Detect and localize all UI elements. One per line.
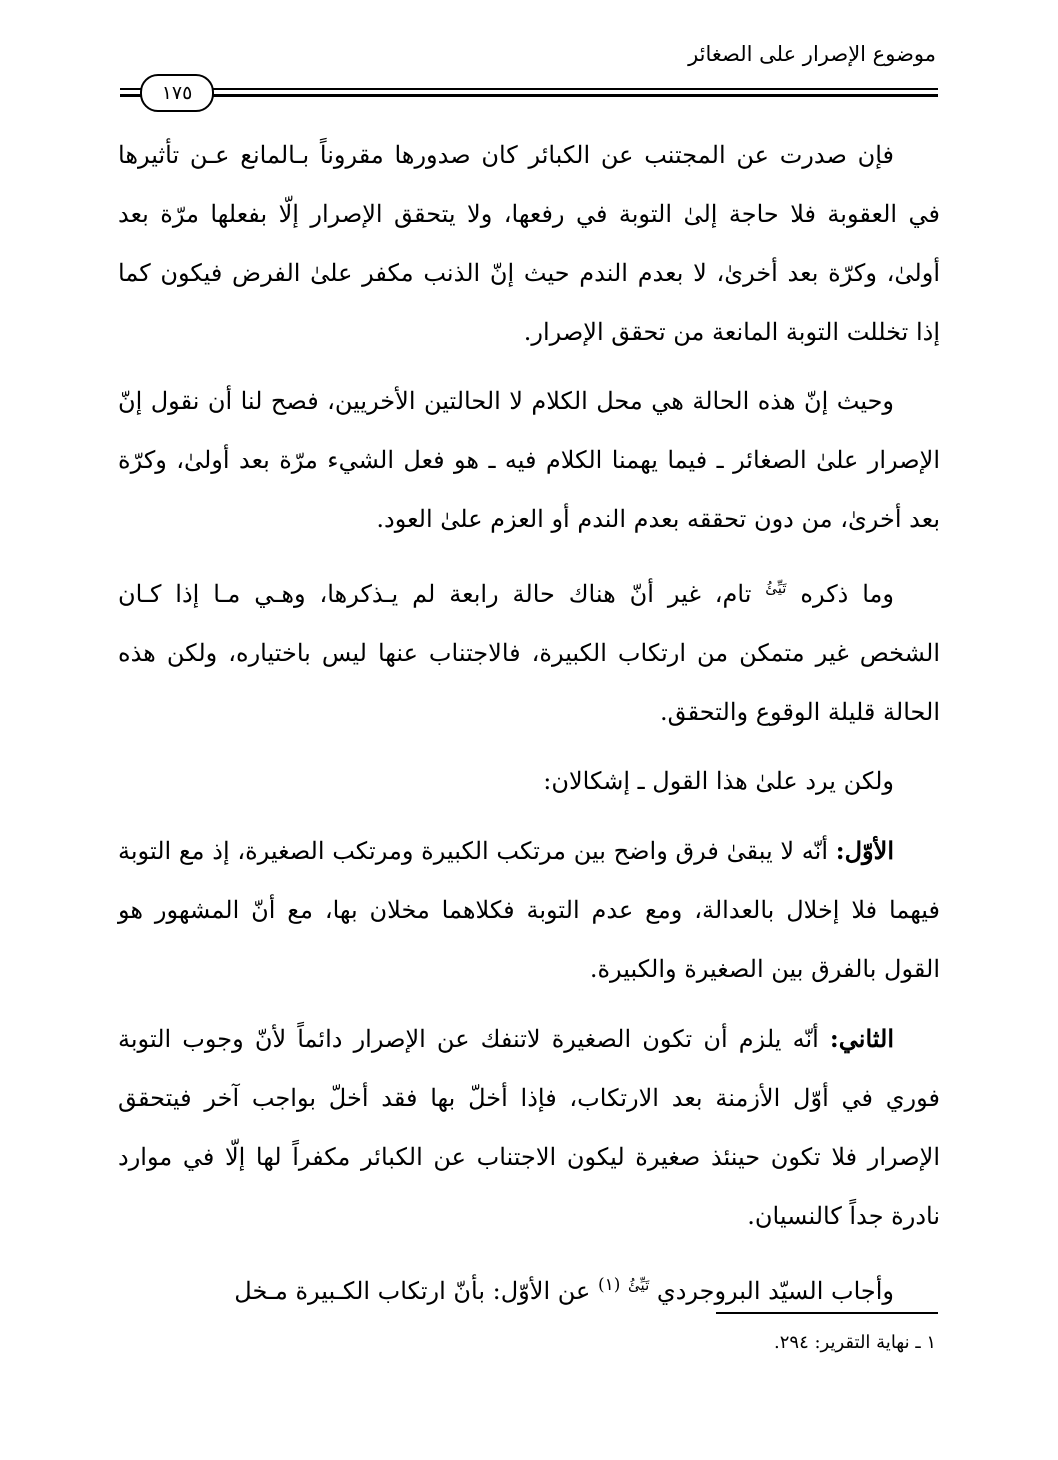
paragraph-text: تام، غير أنّ هناك حالة رابعة لم يـذكرها، وهـي مـا إذا كـان الشخص غير متمكن من ارتكاب الكبيرة، فالاجتناب عنها ليس باختياره، ولكن هذه الحالة قليلة الوقوع والتحقق. bbox=[118, 580, 940, 726]
paragraph-lead: الأوّل: bbox=[835, 836, 894, 865]
paragraph-5 bbox=[118, 821, 940, 999]
paragraph-text: فإن صدرت عن المجتنب عن الكبائر كان صدورها مقروناً بـالمانع عـن تأثيرها في العقوبة فلا حاجة إلىٰ التوبة في رفعها، ولا يتحقق الإصرار إلّا بفعلها مرّة بعد أولىٰ، وكرّة بعد أخرىٰ، لا بعدم الندم حيث إنّ الذنب مكفر علىٰ الفرض فيكون كما إذا تخللت التوبة المانعة من تحقق الإصرار. bbox=[118, 141, 940, 346]
paragraph-text: وحيث إنّ هذه الحالة هي محل الكلام لا الحالتين الأخريين، فصح لنا أن نقول إنّ الإصرار علىٰ الصغائر ـ فيما يهمنا الكلام فيه ـ هو فعل الشيء مرّة بعد أولىٰ، وكرّة بعد أخرىٰ، من دون تحققه بعدم الندم أو العزم علىٰ العود. bbox=[118, 387, 940, 533]
paragraph-text: عن الأوّل: بأنّ ارتكاب الكـبيرة مـخل bbox=[234, 1277, 591, 1305]
running-header-title: موضوع الإصرار على الصغائر bbox=[688, 42, 936, 66]
paragraph-text: أنّه لا يبقىٰ فرق واضح بين مرتكب الكبيرة ومرتكب الصغيرة، إذ مع التوبة فيهما فلا إخلال بالعدالة، ومع عدم التوبة فكلاهما مخلان بها، مع أنّ المشهور هو القول بالفرق بين الصغيرة والكبيرة. bbox=[118, 837, 940, 983]
footnote-separator bbox=[716, 1312, 938, 1314]
paragraph-1 bbox=[118, 126, 940, 362]
paragraph-text-before: وأجاب السيّد البروجردي bbox=[656, 1277, 894, 1305]
paragraph-text: أنّه يلزم أن تكون الصغيرة لاتنفك عن الإصرار دائماً لأنّ وجوب التوبة فوري في أوّل الأزمنة بعد الارتكاب، فإذا أخلّ بها فقد أخلّ بواجب آخر فيتحقق الإصرار فلا تكون حينئذ صغيرة ليكون الاجتناب عن الكبائر مكفراً لها إلّا في موارد نادرة جداً كالنسيان. bbox=[118, 1025, 941, 1230]
paragraph-text-before: وما ذكره bbox=[800, 580, 894, 608]
paragraph-2 bbox=[118, 372, 940, 549]
body-text bbox=[118, 126, 940, 1331]
honorific-symbol: تَيِّئُ bbox=[628, 1276, 650, 1294]
header-rule-thick bbox=[120, 94, 938, 97]
paragraph-4 bbox=[118, 752, 940, 811]
paragraph-6 bbox=[118, 1009, 940, 1246]
header-rule-thin bbox=[120, 88, 938, 90]
page-number: ١٧٥ bbox=[140, 74, 214, 112]
paragraph-lead: الثاني: bbox=[829, 1024, 894, 1053]
paragraph-text: ولكن يرد علىٰ هذا القول ـ إشكالان: bbox=[543, 767, 894, 795]
footnote-reference[interactable]: (١) bbox=[597, 1275, 621, 1295]
footnote-1: ١ ـ نهاية التقرير: ٢٩٤. bbox=[774, 1332, 936, 1353]
paragraph-3 bbox=[118, 559, 940, 742]
honorific-symbol: تَيِّئُ bbox=[765, 579, 787, 597]
